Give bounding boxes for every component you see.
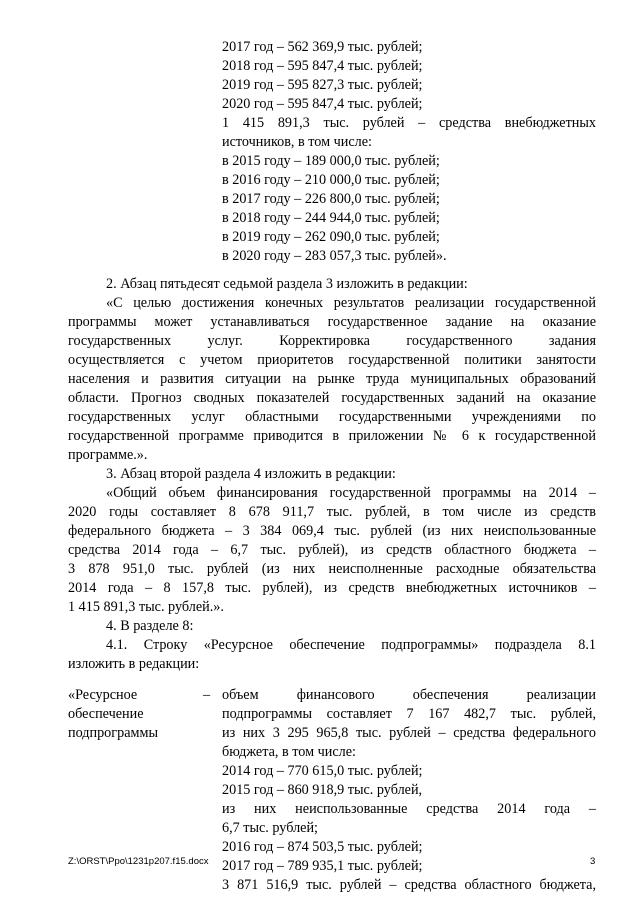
extra-funds-line: 1 415 891,3 тыс. рублей – средства внебюджетных — [222, 115, 596, 131]
extra-funds-line: источников, в том числе: — [222, 134, 372, 150]
table-right-line: бюджета, в том числе: — [222, 744, 356, 760]
extra-funds-year: в 2015 году – 189 000,0 тыс. рублей; — [222, 153, 440, 169]
table-right-line: 3 871 516,9 тыс. рублей – средства областного бюджета, — [222, 877, 596, 893]
item2-text-line: программы может устанавливаться государственное задание на оказание — [68, 314, 596, 330]
page-number: 3 — [590, 856, 596, 867]
table-label-line: «Ресурсное — [68, 687, 138, 703]
extra-funds-year: в 2016 году – 210 000,0 тыс. рублей; — [222, 172, 440, 188]
item4-heading: 4. В разделе 8: — [106, 618, 194, 634]
item2-text-line: государственных услуг. Корректировка государственного задания — [68, 333, 596, 349]
item2-text-line: области. Прогноз сводных показателей государственных заданий на оказание — [68, 390, 596, 406]
item41-line: 4.1. Строку «Ресурсное обеспечение подпрограммы» подраздела 8.1 — [106, 637, 596, 653]
table-right-line: 2015 год – 860 918,9 тыс. рублей, — [222, 782, 423, 798]
table-right-line: подпрограммы составляет 7 167 482,7 тыс. рублей, — [222, 706, 596, 722]
item2-text-line: программе.». — [68, 447, 148, 463]
item41-line: изложить в редакции: — [68, 656, 200, 672]
item2-text-line: государственной программе приводится в приложении № 6 к государственной — [68, 428, 596, 444]
item3-text-line: 2014 года – 8 157,8 тыс. рублей), из средств внебюджетных источников – — [68, 580, 596, 596]
table-label-line: обеспечение — [68, 706, 144, 722]
item3-text-line: федерального бюджета – 3 384 069,4 тыс. рублей (из них неиспользованные — [68, 523, 596, 539]
extra-funds-year: в 2020 году – 283 057,3 тыс. рублей». — [222, 248, 447, 264]
table-right-line: 2016 год – 874 503,5 тыс. рублей; — [222, 839, 423, 855]
table-right-line: 2017 год – 789 935,1 тыс. рублей; — [222, 858, 423, 874]
item3-text-line: 3 878 951,0 тыс. рублей (из них неисполненные расходные обязательства — [68, 561, 596, 577]
item3-text-line: средства 2014 года – 6,7 тыс. рублей), из средств областного бюджета – — [68, 542, 596, 558]
item2-heading: 2. Абзац пятьдесят седьмой раздела 3 изложить в редакции: — [106, 276, 468, 292]
item3-text-line: 2020 годы составляет 8 678 911,7 тыс. рублей, в том числе из средств — [68, 504, 596, 520]
extra-funds-year: в 2018 году – 244 944,0 тыс. рублей; — [222, 210, 440, 226]
table-right-line: объем финансового обеспечения реализации — [222, 687, 596, 703]
table-right-line: 2014 год – 770 615,0 тыс. рублей; — [222, 763, 423, 779]
item2-text-line: «С целью достижения конечных результатов реализации государственной — [106, 295, 596, 311]
funding-line-2018: 2018 год – 595 847,4 тыс. рублей; — [222, 58, 423, 74]
item2-text-line: государственных услуг областными государственными учреждениями по — [68, 409, 596, 425]
extra-funds-year: в 2017 году – 226 800,0 тыс. рублей; — [222, 191, 440, 207]
funding-line-2017: 2017 год – 562 369,9 тыс. рублей; — [222, 39, 423, 55]
table-right-line: 6,7 тыс. рублей; — [222, 820, 318, 836]
funding-line-2019: 2019 год – 595 827,3 тыс. рублей; — [222, 77, 423, 93]
footer-file-path: Z:\ORST\Ppo\1231p207.f15.docx — [68, 856, 209, 867]
table-label-line: подпрограммы — [68, 725, 158, 741]
table-right-line: из них 3 295 965,8 тыс. рублей – средства федерального — [222, 725, 596, 741]
item2-text-line: населения и развития ситуации на рынке труда муниципальных образований — [68, 371, 596, 387]
table-right-line: из них неиспользованные средства 2014 года – — [222, 801, 596, 817]
item3-heading: 3. Абзац второй раздела 4 изложить в редакции: — [106, 466, 396, 482]
extra-funds-year: в 2019 году – 262 090,0 тыс. рублей; — [222, 229, 440, 245]
item2-text-line: осуществляется с учетом приоритетов государственной политики занятости — [68, 352, 596, 368]
table-label-cell — [68, 686, 158, 743]
item3-text-line: «Общий объем финансирования государственной программы на 2014 – — [106, 485, 596, 501]
item3-text-line: 1 415 891,3 тыс. рублей.». — [68, 599, 224, 615]
funding-line-2020: 2020 год – 595 847,4 тыс. рублей; — [222, 96, 423, 112]
table-dash: – — [203, 687, 211, 703]
